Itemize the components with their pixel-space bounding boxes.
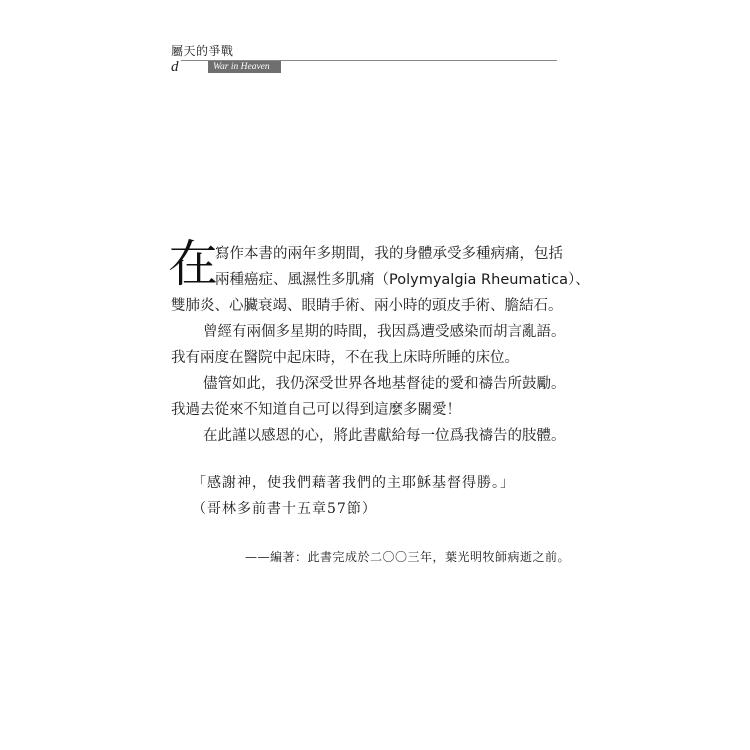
paragraph-4-line-1: 在此謹以感恩的心，將此書獻給每一位爲我禱告的肢體。 [203, 428, 566, 444]
paragraph-1-line-2: 兩種癌症、風濕性多肌痛（Polymyalgia Rheumatica）、 [215, 272, 590, 288]
running-header-title: 屬天的爭戰 [171, 44, 234, 58]
paragraph-3-line-1: 儘管如此，我仍深受世界各地基督徒的愛和禱告所鼓勵。 [203, 376, 566, 392]
paragraph-2-line-2: 我有兩度在醫院中起床時，不在我上床時所睡的床位。 [171, 350, 519, 366]
editor-note: ——編著：此書完成於二〇〇三年，葉光明牧師病逝之前。 [245, 550, 571, 564]
paragraph-2-line-1: 曾經有兩個多星期的時間，我因爲遭受感染而胡言亂語。 [203, 324, 566, 340]
scripture-quote: 「感謝神，使我們藉著我們的主耶穌基督得勝。」 [192, 475, 515, 491]
page-folio: d [171, 59, 179, 75]
running-header-english-title: War in Heaven [208, 61, 281, 73]
paragraph-3-line-2: 我過去從來不知道自己可以得到這麼多關愛！ [171, 402, 461, 418]
paragraph-1-line-1: 寫作本書的兩年多期間，我的身體承受多種病痛，包括 [215, 246, 563, 262]
drop-cap: 在 [168, 235, 218, 293]
paragraph-1-line-3: 雙肺炎、心臟衰竭、眼睛手術、兩小時的頭皮手術、膽結石。 [171, 298, 563, 314]
scripture-reference: （哥林多前書十五章57節） [192, 501, 377, 517]
